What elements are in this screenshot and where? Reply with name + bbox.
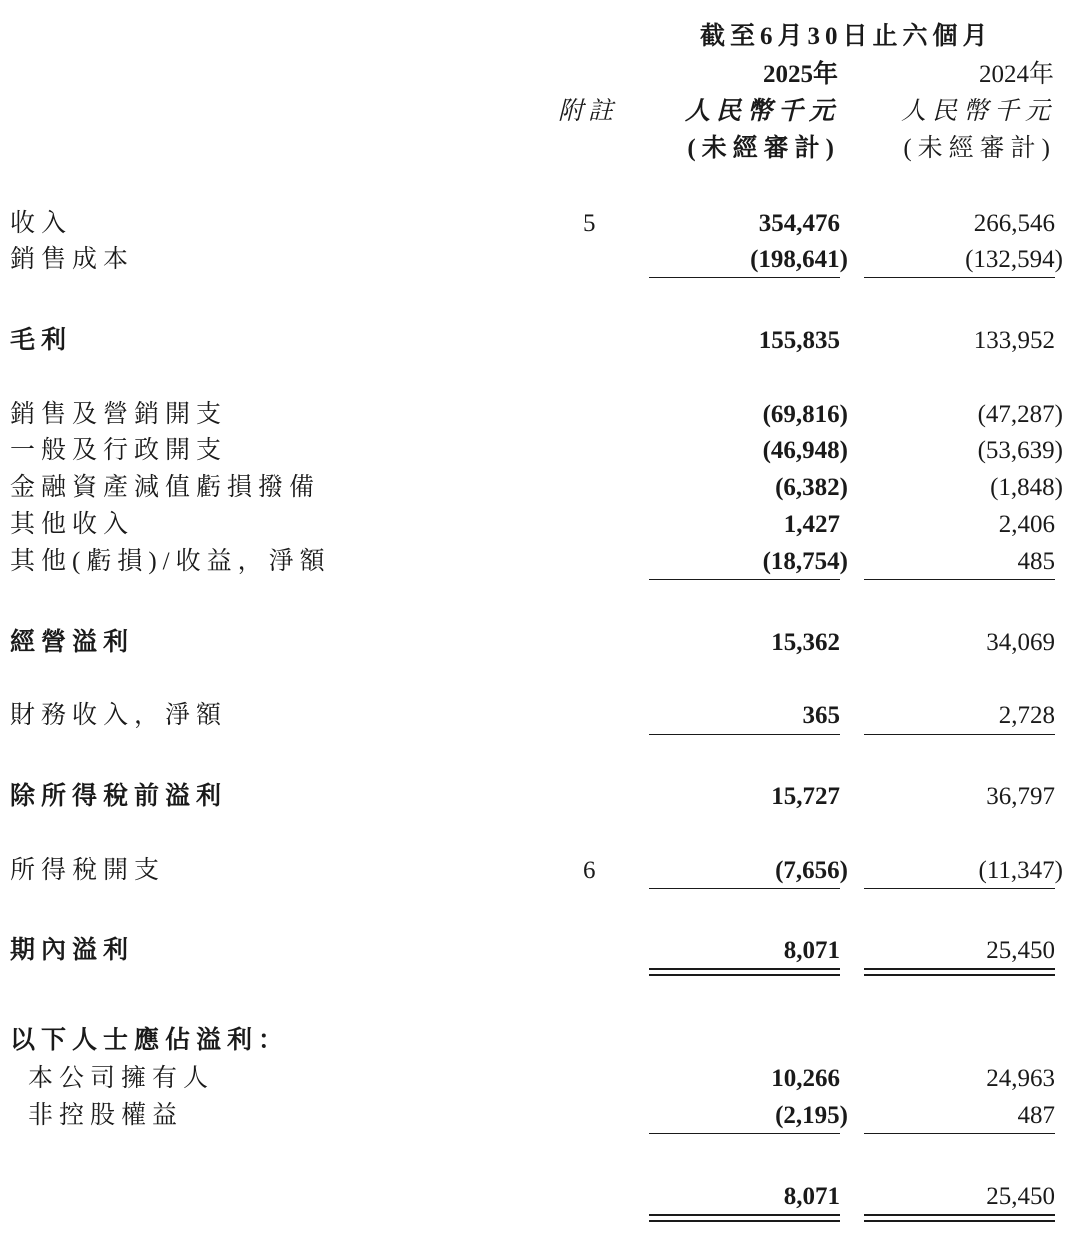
- row-value-prior: 25,450: [986, 1183, 1055, 1210]
- row-value-prior: (1,848): [990, 474, 1063, 501]
- row-label: 其他收入: [10, 511, 135, 538]
- total-double-rule: [649, 968, 840, 976]
- row-value-current: 155,835: [758, 327, 840, 354]
- year-current-heading: 2025年: [762, 61, 838, 88]
- subtotal-rule: [649, 579, 840, 580]
- subtotal-rule: [864, 579, 1055, 580]
- unit-prior-heading: 人民幣千元: [900, 98, 1056, 125]
- row-value-prior: 36,797: [986, 783, 1055, 810]
- row-label: 一般及行政開支: [10, 437, 228, 464]
- row-value-current: (46,948): [762, 437, 848, 464]
- row-label: 財務收入，淨額: [10, 702, 228, 729]
- row-value-current: (2,195): [775, 1102, 848, 1129]
- row-label: 除所得稅前溢利: [10, 783, 228, 810]
- row-value-prior: 24,963: [986, 1065, 1055, 1092]
- row-value-prior: (11,347): [978, 857, 1063, 884]
- subtotal-rule: [649, 734, 840, 735]
- row-value-prior: 25,450: [986, 937, 1055, 964]
- row-value-prior: 266,546: [973, 210, 1055, 237]
- note-heading: 附註: [558, 98, 619, 125]
- row-value-prior: 2,406: [998, 511, 1055, 538]
- total-double-rule: [864, 968, 1055, 976]
- row-value-current: 8,071: [783, 937, 840, 964]
- row-label: 毛利: [10, 327, 73, 354]
- row-value-current: 1,427: [783, 511, 840, 538]
- period-heading: 截至6月30日止六個月: [700, 23, 993, 50]
- row-label: 金融資產減值虧損撥備: [10, 474, 321, 501]
- row-label: 其他(虧損)/收益，淨額: [10, 548, 331, 575]
- row-value-current: 8,071: [783, 1183, 840, 1210]
- row-value-prior: 487: [1017, 1102, 1055, 1129]
- row-note: 6: [583, 857, 596, 884]
- row-value-prior: 2,728: [998, 702, 1055, 729]
- subtotal-rule: [649, 277, 840, 278]
- row-label: 收入: [10, 210, 73, 237]
- row-value-prior: (47,287): [977, 401, 1063, 428]
- unit-current-heading: 人民幣千元: [684, 98, 840, 125]
- total-double-rule: [864, 1214, 1055, 1222]
- year-prior-heading: 2024年: [978, 61, 1054, 88]
- subtotal-rule: [649, 1133, 840, 1134]
- row-value-prior: (53,639): [977, 437, 1063, 464]
- row-label: 非控股權益: [28, 1102, 184, 1129]
- subtotal-rule: [864, 1133, 1055, 1134]
- row-value-current: 354,476: [758, 210, 840, 237]
- row-label: 銷售及營銷開支: [10, 401, 228, 428]
- row-label: 期內溢利: [10, 937, 135, 964]
- subtotal-rule: [649, 888, 840, 889]
- row-value-prior: 133,952: [973, 327, 1055, 354]
- row-value-current: 10,266: [771, 1065, 840, 1092]
- row-value-current: (7,656): [775, 857, 848, 884]
- subtotal-rule: [864, 888, 1055, 889]
- row-label: 所得稅開支: [10, 857, 166, 884]
- row-value-prior: (132,594): [965, 246, 1063, 273]
- total-double-rule: [649, 1214, 840, 1222]
- row-value-current: 15,727: [771, 783, 840, 810]
- row-note: 5: [583, 210, 596, 237]
- audit-current-heading: (未經審計): [687, 135, 840, 162]
- row-label: 銷售成本: [10, 246, 135, 273]
- row-value-current: (198,641): [750, 246, 848, 273]
- row-value-prior: 485: [1017, 548, 1055, 575]
- row-value-current: (69,816): [762, 401, 848, 428]
- row-value-current: (6,382): [775, 474, 848, 501]
- row-label: 經營溢利: [10, 629, 135, 656]
- subtotal-rule: [864, 277, 1055, 278]
- row-label: 以下人士應佔溢利：: [10, 1027, 290, 1054]
- row-value-prior: 34,069: [986, 629, 1055, 656]
- subtotal-rule: [864, 734, 1055, 735]
- row-value-current: (18,754): [762, 548, 848, 575]
- row-value-current: 365: [802, 702, 840, 729]
- audit-prior-heading: (未經審計): [903, 135, 1056, 162]
- row-label: 本公司擁有人: [28, 1065, 215, 1092]
- row-value-current: 15,362: [771, 629, 840, 656]
